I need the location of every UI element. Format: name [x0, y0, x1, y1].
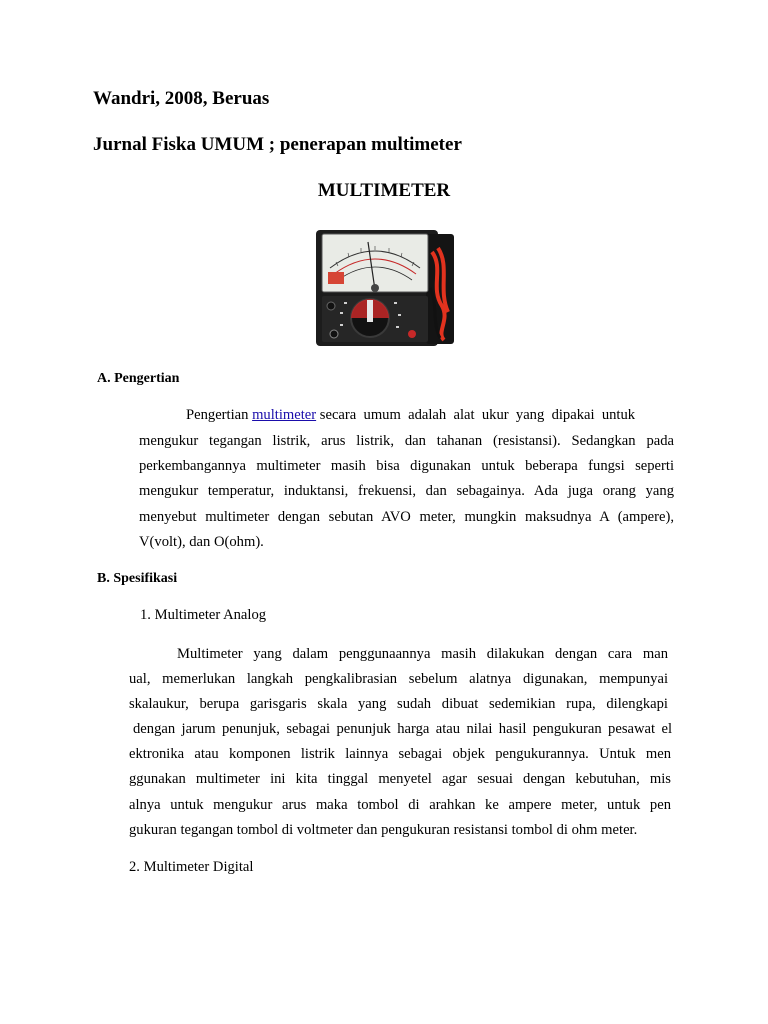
- analog-line-7: alnya untuk mengukur arus maka tombol di arahkan ke ampere meter, untuk pen: [129, 797, 671, 813]
- analog-line-3: skalaukur, berupa garisgaris skala yang sudah dibuat sedemikian rupa, dilengkapi: [129, 696, 668, 712]
- section-a-line-1: [186, 407, 674, 424]
- red-jack: [408, 330, 416, 338]
- section-a-line-2: mengukur tegangan listrik, arus listrik, dan tahanan (resistansi). Sedangkan pada: [139, 433, 674, 449]
- section-a-line-5: menyebut multimeter dengan sebutan AVO meter, mungkin maksudnya A (ampere),: [139, 509, 674, 525]
- brand-label: [328, 272, 344, 284]
- analog-line-6: ggunakan multimeter ini kita tinggal menyetel agar sesuai dengan kebutuhan, mis: [129, 771, 671, 787]
- analog-line-2: ual, memerlukan langkah pengkalibrasian sebelum alatnya digunakan, mempunyai: [129, 671, 668, 687]
- section-a-line-1-rest: secara umum adalah alat ukur yang dipakai untuk: [319, 407, 636, 423]
- subsection-2-title: 2. Multimeter Digital: [129, 859, 254, 875]
- section-b-heading: B. Spesifikasi: [97, 571, 178, 586]
- section-a-line-6: V(volt), dan O(ohm).: [139, 534, 264, 550]
- zero-adjust-knob: [327, 302, 335, 310]
- analog-line-5: ektronika atau komponen listrik lainnya sebagai objek pengukurannya. Untuk men: [129, 746, 671, 762]
- section-a-lead: Pengertian: [186, 407, 249, 423]
- analog-line-4: dengan jarum penunjuk, sebagai penunjuk harga atau nilai hasil pengukuran pesawat el: [133, 721, 672, 737]
- journal-line: Jurnal Fiska UMUM ; penerapan multimeter: [93, 134, 462, 155]
- needle-pivot: [371, 284, 379, 292]
- section-a-heading: A. Pengertian: [97, 371, 180, 386]
- multimeter-image: [314, 228, 456, 348]
- analog-line-1: Multimeter yang dalam penggunaannya masih dilakukan dengan cara man: [177, 646, 668, 662]
- knob-pointer: [367, 300, 373, 322]
- section-a-line-4: mengukur temperatur, induktansi, frekuensi, dan sebagainya. Ada juga orang yang: [139, 483, 674, 499]
- author-line: Wandri, 2008, Beruas: [93, 88, 270, 109]
- com-jack: [330, 330, 338, 338]
- page-title: MULTIMETER: [317, 180, 451, 201]
- analog-line-8: gukuran tegangan tombol di voltmeter dan pengukuran resistansi tombol di ohm meter.: [129, 822, 638, 838]
- subsection-1-title: 1. Multimeter Analog: [140, 607, 267, 623]
- multimeter-link[interactable]: multimeter: [252, 407, 317, 423]
- section-a-line-3: perkembangannya multimeter masih bisa digunakan untuk beberapa fungsi seperti: [139, 458, 674, 474]
